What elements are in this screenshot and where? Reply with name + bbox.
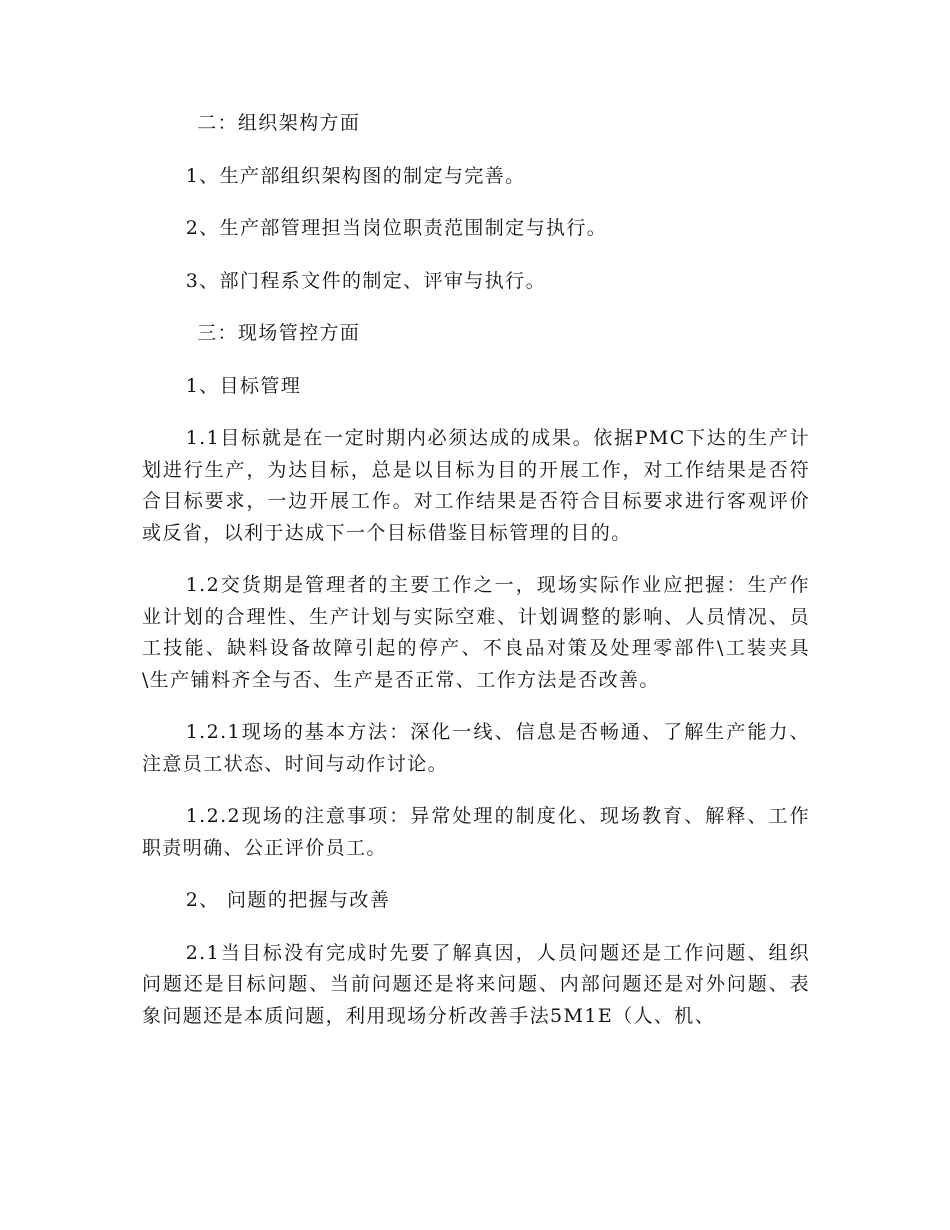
list-item-problem-improvement: 2、 问题的把握与改善: [185, 889, 391, 911]
paragraph-1-2-1: 1.2.1现场的基本方法：深化一线、信息是否畅通、了解生产能力、注意员工状态、时间与动作讨论。: [142, 721, 810, 775]
section-heading-site-control: 三：现场管控方面: [197, 322, 361, 344]
paragraph-1-1: 1.1目标就是在一定时期内必须达成的成果。依据PMC下达的生产计划进行生产，为达目标，总是以目标为目的开展工作，对工作结果是否符合目标要求，一边开展工作。对工作结果是否符合目标要求进行客观评价或反省，以利于达成下一个目标借鉴目标管理的目的。: [142, 427, 810, 544]
list-item-department-documents: 3、部门程系文件的制定、评审与执行。: [185, 269, 546, 292]
list-item-target-management: 1、目标管理: [185, 374, 302, 397]
list-item-job-responsibility: 2、生产部管理担当岗位职责范围制定与执行。: [185, 217, 608, 239]
document-body: [142, 108, 810, 1053]
list-item-org-chart: 1、生产部组织架构图的制定与完善。: [185, 164, 526, 187]
paragraph-2-1: 2.1当目标没有完成时先要了解真因，人员问题还是工作问题、组织问题还是目标问题、当前问题还是将来问题、内部问题还是对外问题、表象问题还是本质问题，利用现场分析改善手法5M1E（人、机、: [142, 941, 810, 1027]
paragraph-1-2-2: 1.2.2现场的注意事项：异常处理的制度化、现场教育、解释、工作职责明确、公正评价员工。: [142, 805, 810, 859]
section-heading-organization: 二：组织架构方面: [197, 112, 361, 134]
paragraph-1-2: 1.2交货期是管理者的主要工作之一，现场实际作业应把握：生产作业计划的合理性、生产计划与实际空难、计划调整的影响、人员情况、员工技能、缺料设备故障引起的停产、不良品对策及处理零部件\工装夹具\生产铺料齐全与否、生产是否正常、工作方法是否改善。: [142, 574, 810, 691]
